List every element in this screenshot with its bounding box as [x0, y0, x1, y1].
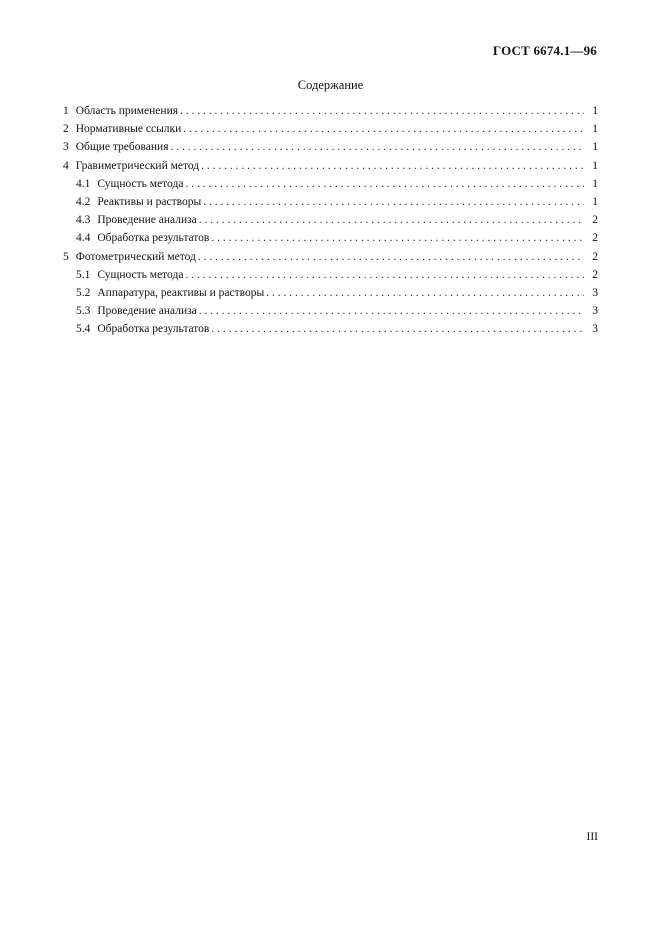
toc-entry-label: Сущность метода — [97, 177, 184, 190]
toc-entry-5-4[interactable] — [63, 320, 598, 338]
toc-entry-number: 5 — [63, 250, 69, 263]
toc-entry-5-1[interactable] — [63, 266, 598, 284]
toc-entry-2[interactable] — [63, 120, 598, 138]
toc-entry-label: Аппаратура, реактивы и растворы — [97, 286, 265, 299]
dot-leader — [198, 248, 584, 266]
toc-entry-label: Фотометрический метод — [75, 250, 196, 263]
toc-entry-label: Сущность метода — [97, 268, 184, 281]
toc-entry-label: Проведение анализа — [97, 305, 197, 318]
toc-entry-4[interactable] — [63, 157, 598, 175]
toc-entry-number: 4.1 — [76, 177, 91, 190]
toc-entry-number: 5.2 — [76, 286, 91, 299]
toc-entry-page: 3 — [592, 286, 598, 299]
dot-leader — [203, 193, 584, 211]
toc-entry-number: 5.1 — [76, 268, 91, 281]
toc-entry-label: Нормативные ссылки — [75, 123, 182, 136]
dot-leader — [201, 157, 584, 175]
toc-entry-5[interactable] — [63, 248, 598, 266]
toc-entry-number: 5.3 — [76, 305, 91, 318]
toc-entry-page: 1 — [592, 177, 598, 190]
dot-leader — [199, 302, 584, 320]
toc-entry-page: 1 — [592, 195, 598, 208]
toc-entry-label: Проведение анализа — [97, 214, 197, 227]
toc-title: Содержание — [297, 78, 364, 92]
dot-leader — [211, 229, 584, 247]
toc-entry-3[interactable] — [63, 138, 598, 156]
toc-entry-page: 2 — [592, 268, 598, 281]
dot-leader — [180, 102, 584, 120]
toc-entry-label: Обработка результатов — [97, 323, 210, 336]
dot-leader — [266, 284, 584, 302]
toc-entry-label: Область применения — [75, 105, 179, 117]
toc-entry-number: 4.3 — [76, 214, 91, 227]
dot-leader — [185, 175, 584, 193]
dot-leader — [185, 266, 584, 284]
toc-entry-number: 2 — [63, 123, 69, 136]
page-number: III — [586, 831, 598, 843]
toc-entry-page: 1 — [592, 159, 598, 172]
dot-leader — [211, 320, 584, 338]
toc-entry-page: 2 — [592, 250, 598, 263]
toc-entry-number: 4.4 — [76, 232, 91, 245]
toc-entry-number: 1 — [63, 105, 69, 117]
dot-leader — [199, 211, 584, 229]
toc-entry-page: 2 — [592, 214, 598, 227]
toc-entry-1[interactable] — [63, 102, 598, 120]
toc-entry-label: Общие требования — [75, 141, 169, 154]
toc-entry-page: 2 — [592, 232, 598, 245]
toc-entry-5-3[interactable] — [63, 302, 598, 320]
toc-entry-page: 3 — [592, 305, 598, 318]
toc-entry-page: 1 — [592, 141, 598, 154]
toc-entry-page: 3 — [592, 323, 598, 336]
toc-entry-label: Гравиметрический метод — [75, 159, 200, 172]
toc-entry-number: 3 — [63, 141, 69, 154]
document-code: ГОСТ 6674.1—96 — [492, 43, 597, 58]
toc-entry-number: 4.2 — [76, 195, 91, 208]
toc-entry-4-3[interactable] — [63, 211, 598, 229]
dot-leader — [171, 138, 585, 156]
toc-entry-5-2[interactable] — [63, 284, 598, 302]
dot-leader — [183, 120, 584, 138]
toc-entry-label: Реактивы и растворы — [97, 195, 202, 208]
table-of-contents — [63, 102, 598, 338]
toc-entry-4-4[interactable] — [63, 229, 598, 247]
toc-entry-4-1[interactable] — [63, 175, 598, 193]
toc-entry-number: 4 — [63, 159, 69, 172]
toc-entry-page: 1 — [592, 105, 598, 117]
toc-entry-number: 5.4 — [76, 323, 91, 336]
toc-entry-page: 1 — [592, 123, 598, 136]
toc-entry-4-2[interactable] — [63, 193, 598, 211]
toc-entry-label: Обработка результатов — [97, 232, 210, 245]
